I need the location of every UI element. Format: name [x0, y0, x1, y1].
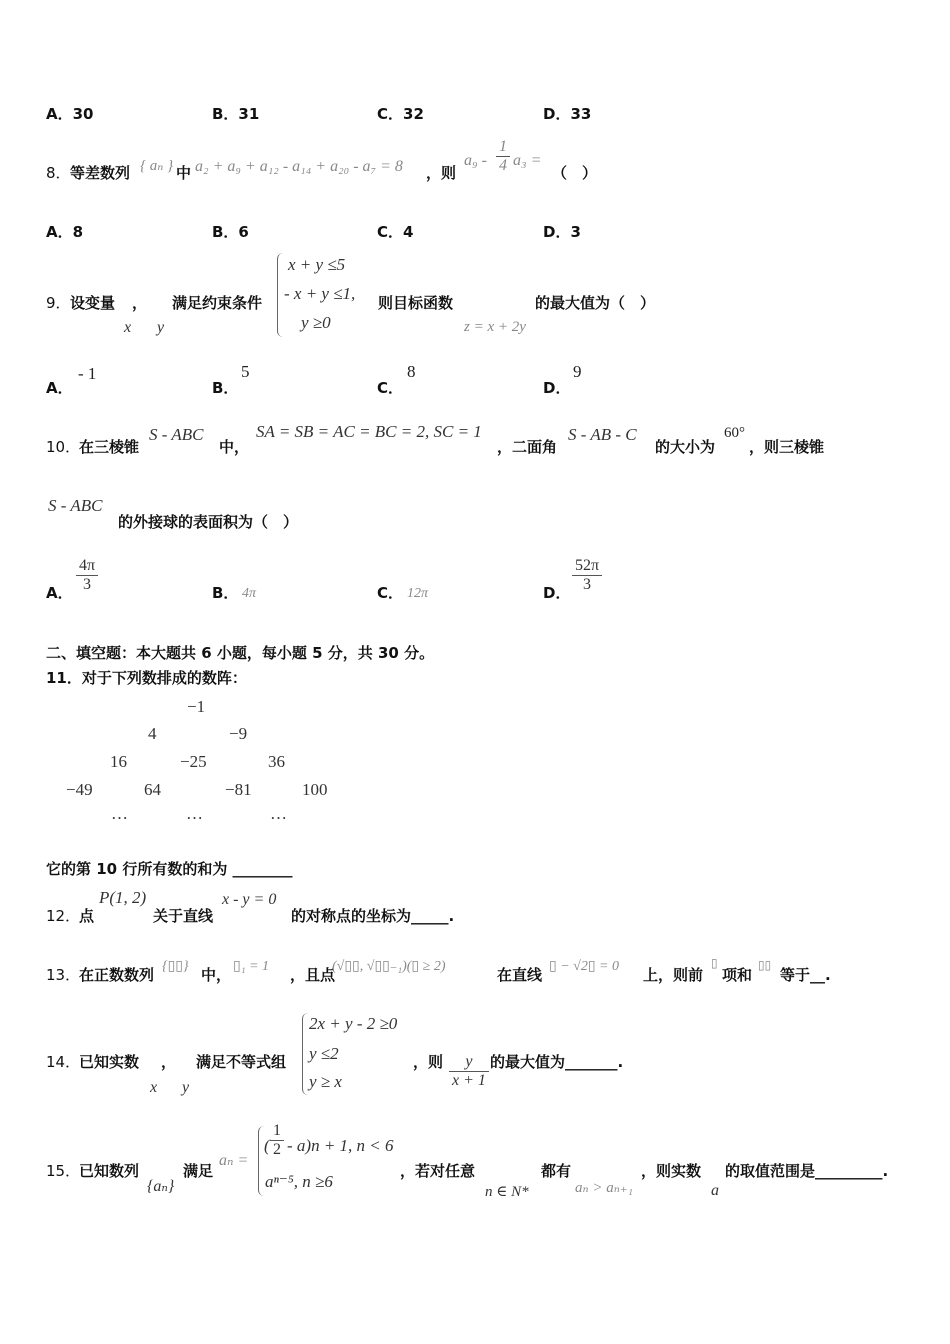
q9-option-d-value: 9 — [573, 362, 582, 381]
q10-dihedral: S - AB - C — [568, 425, 637, 444]
q10-option-b-value: 4π — [242, 586, 257, 601]
q8-sequence: { aₙ } — [140, 158, 174, 174]
q9-option-b-value: 5 — [241, 362, 250, 381]
q13-text-6: 项和 — [722, 966, 753, 984]
q14-constraint-3: y ≥ x — [309, 1072, 342, 1091]
q13-text-1: 在正数数列 — [79, 966, 155, 984]
q9-option-c-value: 8 — [407, 362, 416, 381]
q13-a1: ▯₁ = 1 — [233, 959, 270, 974]
q9-constraint-2: - x + y ≤1, — [284, 284, 356, 303]
q15-case1-rest: - a)n + 1, n < 6 — [287, 1136, 394, 1155]
q7-option-d: D．33 — [543, 105, 592, 123]
q15-text-5: ，则实数 — [641, 1162, 702, 1180]
q10-option-a-den: 3 — [83, 576, 92, 593]
q8-text-1: 等差数列 — [70, 164, 131, 182]
triangle-cell: −1 — [187, 697, 206, 716]
q13-text-3: ，且点 — [290, 966, 336, 984]
q15-case1-den: 2 — [273, 1141, 281, 1158]
q10-option-a-label: A． — [46, 584, 73, 602]
q15-case2: aⁿ⁻⁵, n ≥6 — [265, 1172, 333, 1191]
q15-number: 15． — [46, 1162, 81, 1180]
q9-comma: ， — [132, 294, 148, 312]
q11-question: 它的第 10 行所有数的和为 ________ — [46, 860, 293, 878]
q13-sequence: {▯▯} — [162, 959, 189, 974]
triangle-cell: −25 — [180, 752, 207, 771]
q12-line: x - y = 0 — [222, 891, 277, 908]
q9-brace — [277, 253, 284, 337]
triangle-cell: 64 — [144, 780, 161, 799]
q9-var-y: y — [157, 319, 165, 336]
q8-fraction — [496, 138, 510, 175]
triangle-ellipsis: … — [111, 804, 128, 823]
q8-option-b: B．6 — [212, 223, 249, 241]
q15-case1-num: 1 — [270, 1122, 284, 1141]
q8-frac-num: 1 — [496, 138, 510, 157]
q9-constraint-1: x + y ≤5 — [288, 255, 346, 274]
triangle-ellipsis: … — [186, 804, 203, 823]
q10-text-1: 在三棱锥 — [79, 438, 140, 456]
triangle-cell: 36 — [268, 752, 285, 771]
q13-text-7: 等于__. — [780, 966, 831, 984]
q13-point: (√▯▯, √▯▯₋₁)(▯ ≥ 2) — [332, 959, 446, 974]
q9-option-a-value: - 1 — [78, 364, 97, 383]
q7-option-c: C．32 — [377, 105, 424, 123]
q8-expr-a: a₉ - — [464, 152, 487, 169]
q15-inequality: aₙ > aₙ₊₁ — [575, 1180, 633, 1196]
triangle-ellipsis: … — [270, 804, 287, 823]
q12-point: P(1, 2) — [99, 888, 147, 907]
q7-option-b: B．31 — [212, 105, 260, 123]
triangle-cell: 100 — [302, 780, 328, 799]
q12-number: 12． — [46, 907, 81, 925]
section-2-header: 二、填空题：本大题共 6 小题，每小题 5 分，共 30 分。 — [46, 644, 435, 662]
q9-constraint-3: y ≥0 — [301, 313, 331, 332]
q9-option-d-label: D． — [543, 379, 571, 397]
q14-text-2: 满足不等式组 — [196, 1053, 287, 1071]
q13-s-box: ▯▯ — [758, 958, 772, 972]
q8-text-3: ，则 — [426, 164, 457, 182]
q10-option-d-den: 3 — [583, 576, 592, 593]
q10-text-4: 的大小为 — [655, 438, 716, 456]
q9-number: 9． — [46, 294, 71, 312]
q8-expr-b: a₃ = — [513, 152, 542, 169]
q9-text-4: 的最大值为（ ） — [535, 294, 656, 312]
q10-option-a-num: 4π — [76, 557, 98, 576]
q14-var-y: y — [182, 1079, 190, 1096]
q8-paren: （ ） — [552, 164, 598, 182]
q10-text-2: 中， — [219, 438, 250, 456]
q15-sequence: {aₙ} — [147, 1178, 175, 1195]
q14-text-1: 已知实数 — [79, 1053, 140, 1071]
triangle-cell: −49 — [66, 780, 93, 799]
q14-var-x: x — [150, 1079, 158, 1096]
q14-frac-num: y — [449, 1053, 489, 1072]
q15-lhs: aₙ = — [219, 1152, 249, 1169]
q9-option-b-label: B． — [212, 379, 239, 397]
triangle-cell: −81 — [225, 780, 252, 799]
q9-text-1: 设变量 — [70, 294, 116, 312]
triangle-cell: 4 — [148, 724, 157, 743]
q15-forall: n ∈ N* — [485, 1184, 529, 1200]
q9-text-3: 则目标函数 — [378, 294, 454, 312]
q14-brace — [302, 1013, 309, 1095]
q10-number: 10． — [46, 438, 81, 456]
q15-text-2: 满足 — [183, 1162, 214, 1180]
q15-text-3: ，若对任意 — [400, 1162, 476, 1180]
q13-number: 13． — [46, 966, 81, 984]
q15-text-6: 的取值范围是_________. — [725, 1162, 889, 1180]
q12-text-2: 关于直线 — [153, 907, 214, 925]
q10-text-5: ，则三棱锥 — [749, 438, 825, 456]
q13-text-4: 在直线 — [497, 966, 543, 984]
q7-option-a: A．30 — [46, 105, 94, 123]
q8-frac-den: 4 — [499, 157, 507, 174]
q13-text-5: 上，则前 — [643, 966, 704, 984]
q10-tetrahedron-2: S - ABC — [48, 496, 103, 515]
triangle-cell: 16 — [110, 752, 127, 771]
q14-number: 14． — [46, 1053, 81, 1071]
q8-number: 8． — [46, 164, 71, 182]
q10-option-d-value — [572, 557, 602, 594]
q14-frac-den: x + 1 — [452, 1072, 486, 1089]
q10-text-6: 的外接球的表面积为（ ） — [118, 513, 299, 531]
q9-text-2: 满足约束条件 — [172, 294, 263, 312]
q13-text-2: 中， — [201, 966, 232, 984]
q14-constraint-2: y ≤2 — [309, 1044, 339, 1063]
q14-constraint-1: 2x + y - 2 ≥0 — [309, 1014, 398, 1033]
q14-fraction — [449, 1053, 489, 1090]
q10-option-d-num: 52π — [572, 557, 602, 576]
q12-text-1: 点 — [79, 907, 95, 925]
q10-tetrahedron: S - ABC — [149, 425, 204, 444]
q14-comma: ， — [161, 1053, 177, 1071]
q8-text-2: 中 — [176, 164, 192, 182]
q14-text-4: 的最大值为_______. — [490, 1053, 624, 1071]
q13-n-box: ▯ — [711, 956, 718, 970]
q10-option-c-label: C． — [377, 584, 404, 602]
q8-option-a: A．8 — [46, 223, 84, 241]
q15-var-a: a — [711, 1182, 719, 1199]
q9-option-c-label: C． — [377, 379, 404, 397]
q8-option-d: D．3 — [543, 223, 581, 241]
q10-text-3: ，二面角 — [497, 438, 558, 456]
q8-option-c: C．4 — [377, 223, 414, 241]
q10-option-d-label: D． — [543, 584, 571, 602]
q12-text-3: 的对称点的坐标为_____. — [291, 907, 455, 925]
q14-text-3: ，则 — [413, 1053, 444, 1071]
q9-var-x: x — [124, 319, 132, 336]
q15-case1-fraction — [270, 1122, 284, 1159]
q10-option-c-value: 12π — [407, 586, 429, 601]
q11-title: 11．对于下列数排成的数阵： — [46, 669, 247, 687]
q15-case1-open: ( — [264, 1136, 270, 1155]
q15-text-1: 已知数列 — [79, 1162, 140, 1180]
q9-option-a-label: A． — [46, 379, 73, 397]
q9-objective: z = x + 2y — [464, 319, 526, 335]
q15-text-4: 都有 — [541, 1162, 572, 1180]
q13-line: ▯ − √2▯ = 0 — [549, 959, 619, 974]
triangle-cell: −9 — [229, 724, 248, 743]
q8-condition: a₂ + a₉ + a₁₂ - a₁₄ + a₂₀ - a₇ = 8 — [195, 158, 403, 175]
q10-option-b-label: B． — [212, 584, 239, 602]
q10-angle: 60° — [724, 425, 745, 441]
q10-option-a-value — [76, 557, 98, 594]
q10-condition: SA = SB = AC = BC = 2, SC = 1 — [256, 422, 482, 441]
